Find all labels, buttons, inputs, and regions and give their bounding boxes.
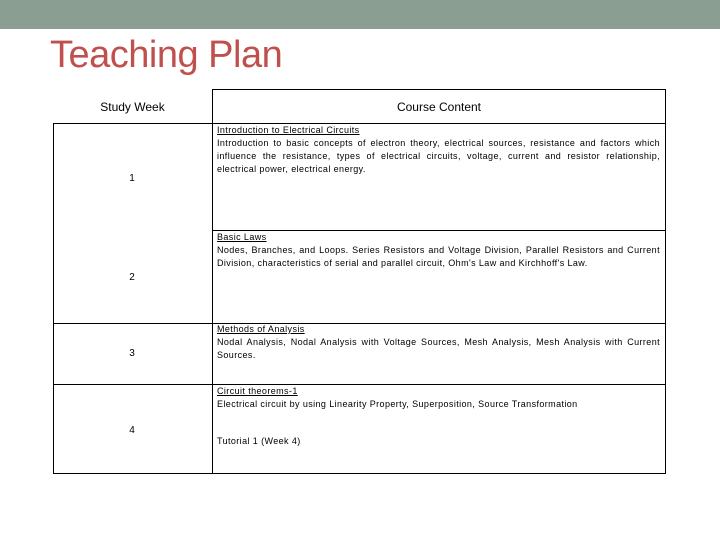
column-header-study-week: Study Week (100, 100, 165, 114)
column-header-course-content: Course Content (396, 100, 482, 114)
course-content-cell (217, 385, 660, 411)
course-content-cell (217, 323, 660, 362)
course-content-cell (217, 124, 660, 176)
topic-title: Introduction to Electrical Circuits (217, 125, 360, 135)
week-number: 3 (129, 348, 135, 359)
topic-title: Methods of Analysis (217, 324, 305, 334)
topic-description: Nodal Analysis, Nodal Analysis with Voltage Sources, Mesh Analysis, Mesh Analysis with Current Sources. (217, 337, 660, 360)
topic-description: Introduction to basic concepts of electron theory, electrical sources, resistance and factors which influence the resistance, types of electrical circuits, voltage, current and resistor relationship, electrical power, electrical energy. (217, 138, 660, 174)
week-number: 4 (129, 425, 135, 436)
slide-title: Teaching Plan (50, 34, 283, 76)
topic-title: Basic Laws (217, 232, 267, 242)
week-number: 1 (129, 173, 135, 184)
table-border (212, 89, 665, 90)
week-number: 2 (129, 272, 135, 283)
topic-description: Electrical circuit by using Linearity Property, Superposition, Source Transformation (217, 399, 578, 409)
table-border (665, 89, 666, 474)
table-border (212, 89, 213, 474)
course-content-cell (217, 231, 660, 270)
topic-description: Nodes, Branches, and Loops. Series Resistors and Voltage Division, Parallel Resistors and Current Division, characteristics of serial and parallel circuit, Ohm's Law and Kirchhoff's Law. (217, 245, 660, 268)
topic-title: Circuit theorems-1 (217, 386, 298, 396)
table-border (53, 473, 666, 474)
tutorial-note: Tutorial 1 (Week 4) (217, 436, 301, 446)
